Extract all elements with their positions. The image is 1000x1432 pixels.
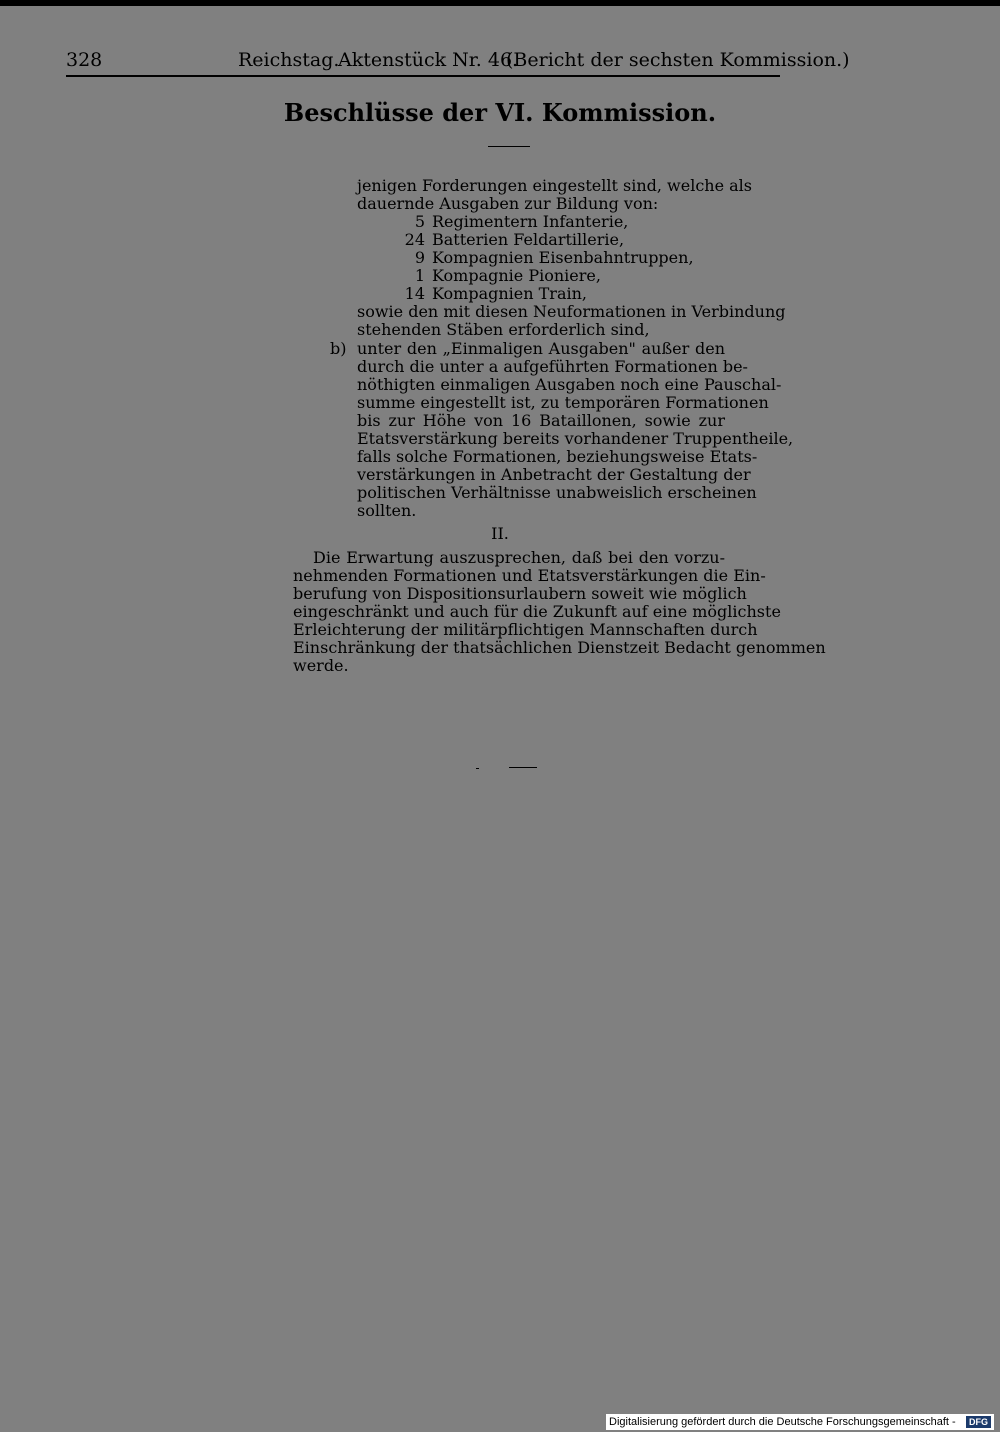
formation-count: 14 [404, 284, 425, 303]
paragraph-b-line: Etatsverstärkung bereits vorhandener Truppentheile, [357, 429, 794, 448]
paragraph-b-line: nöthigten einmaligen Ausgaben noch eine Pauschal- [357, 375, 782, 394]
header-document: Aktenstück Nr. 46. [338, 49, 519, 71]
paragraph-b-line: politischen Verhältnisse unabweislich erscheinen [357, 483, 757, 502]
end-mark [509, 767, 537, 768]
formation-count: 24 [404, 230, 425, 249]
paragraph-a-line: jenigen Forderungen eingestellt sind, welche als [357, 176, 753, 195]
formation-label: Kompagnien Eisenbahntruppen, [432, 248, 694, 267]
paragraph-b-line: durch die unter a aufgeführten Formationen be- [357, 357, 748, 376]
page-top-edge [0, 0, 1000, 6]
footer-text: Digitalisierung gefördert durch die Deutsche Forschungsgemeinschaft - [609, 1416, 956, 1428]
running-header [66, 48, 850, 72]
page-number: 328 [66, 49, 103, 71]
section-two-line: nehmenden Formationen und Etatsverstärkungen die Ein- [293, 566, 766, 585]
header-section: Reichstag. [238, 49, 340, 71]
section-heading: II. [491, 524, 509, 543]
section-two-line: eingeschränkt und auch für die Zukunft auf eine möglichste [293, 602, 781, 621]
formation-label: Kompagnien Train, [432, 284, 587, 303]
scan-speck [476, 768, 479, 769]
paragraph-a-line: stehenden Stäben erforderlich sind, [357, 320, 650, 339]
header-subtitle: (Bericht der sechsten Kommission.) [506, 49, 850, 71]
formation-count: 9 [414, 248, 425, 267]
paragraph-b-line: falls solche Formationen, beziehungsweise Etats- [357, 447, 758, 466]
title-separator [488, 146, 530, 147]
paragraph-a-line: sowie den mit diesen Neuformationen in Verbindung [357, 302, 786, 321]
paragraph-b-line: verstärkungen in Anbetracht der Gestaltung der [357, 465, 751, 484]
section-two-line: Die Erwartung auszusprechen, daß bei den vorzu- [313, 548, 725, 567]
paragraph-b-line: summe eingestellt ist, zu temporären Formationen [357, 393, 769, 412]
page-title: Beschlüsse der VI. Kommission. [283, 98, 717, 127]
formation-label: Regimentern Infanterie, [432, 212, 629, 231]
section-two-line: Einschränkung der thatsächlichen Dienstzeit Bedacht genommen [293, 638, 826, 657]
formation-count: 5 [414, 212, 425, 231]
formation-label: Kompagnie Pioniere, [432, 266, 601, 285]
header-rule [66, 75, 780, 77]
section-two-line: berufung von Dispositionsurlaubern soweit wie möglich [293, 584, 747, 603]
formation-label: Batterien Feldartillerie, [432, 230, 625, 249]
formation-count: 1 [414, 266, 425, 285]
paragraph-b-line: unter den „Einmaligen Ausgaben" außer den [357, 339, 725, 358]
dfg-logo: DFG [966, 1416, 991, 1428]
section-two-line: Erleichterung der militärpflichtigen Mannschaften durch [293, 620, 758, 639]
paragraph-b-line: bis zur Höhe von 16 Bataillonen, sowie zur [357, 411, 725, 430]
paragraph-b-marker: b) [330, 339, 347, 358]
paragraph-b-line: sollten. [357, 501, 417, 520]
digitization-footer [606, 1414, 994, 1430]
section-two-line: werde. [293, 656, 349, 675]
paragraph-a-line: dauernde Ausgaben zur Bildung von: [357, 194, 659, 213]
